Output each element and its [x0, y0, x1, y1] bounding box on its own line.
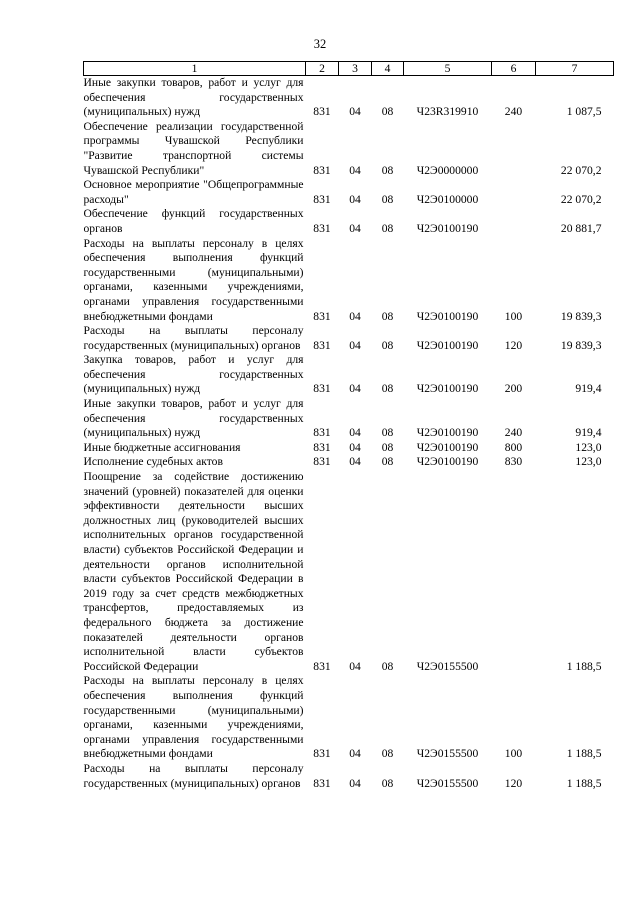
- section-code-cell: 04: [349, 338, 361, 352]
- subsection-code-cell: 08: [381, 192, 394, 206]
- amount-cell: 22 070,2: [560, 163, 602, 177]
- subsection-code-cell: 08: [381, 455, 394, 469]
- section-code-cell: 04: [349, 440, 361, 454]
- ministry-code-cell: 831: [313, 338, 331, 352]
- column-header: 2: [306, 62, 339, 76]
- amount-cell: 19 839,3: [560, 309, 602, 323]
- amount-cell: 19 839,3: [560, 338, 602, 352]
- section-code-cell: 04: [349, 776, 361, 790]
- subsection-code-cell: 08: [381, 440, 394, 454]
- table-row: [84, 441, 614, 456]
- subsection-code-cell: 08: [381, 659, 394, 673]
- expense-type-cell: 240: [504, 105, 523, 119]
- target-article-cell: Ч2Э0100190: [416, 338, 479, 352]
- budget-table: [83, 61, 614, 791]
- expense-type-cell: [492, 470, 536, 674]
- section-code-cell: 04: [349, 426, 361, 440]
- amount-cell: 1 188,5: [566, 776, 602, 790]
- subsection-code-cell: 08: [381, 338, 394, 352]
- row-name-cell: Расходы на выплаты персоналу в целях обеспечения выполнения функций государственными (муниципальными) органами, казенными учреждениями, органами управления государственными внебюджетными фондами: [83, 674, 304, 761]
- row-name-cell: Расходы на выплаты персоналу государственных (муниципальных) органов: [83, 761, 304, 790]
- target-article-cell: Ч2Э0100190: [416, 221, 479, 235]
- amount-cell: 1 188,5: [566, 659, 602, 673]
- amount-cell: 919,4: [575, 382, 602, 396]
- ministry-code-cell: 831: [313, 426, 331, 440]
- column-header: 7: [536, 62, 614, 76]
- row-name-cell: Иные бюджетные ассигнования: [83, 440, 241, 454]
- amount-cell: 123,0: [575, 455, 602, 469]
- expense-type-cell: [492, 120, 536, 178]
- section-code-cell: 04: [349, 221, 361, 235]
- expense-type-cell: 120: [504, 776, 523, 790]
- column-header: 4: [372, 62, 404, 76]
- column-header: 3: [339, 62, 372, 76]
- expense-type-cell: 800: [504, 440, 523, 454]
- row-name-cell: Расходы на выплаты персоналу в целях обеспечения выполнения функций государственными (муниципальными) органами, казенными учреждениями, органами управления государственными внебюджетными фондами: [83, 236, 304, 323]
- expense-type-cell: 100: [504, 309, 523, 323]
- ministry-code-cell: 831: [313, 776, 331, 790]
- row-name-cell: Исполнение судебных актов: [83, 455, 223, 469]
- table-row: [84, 237, 614, 325]
- section-code-cell: 04: [349, 659, 361, 673]
- amount-cell: 1 087,5: [566, 105, 602, 119]
- row-name-cell: Обеспечение реализации государственной программы Чувашской Республики "Развитие транспортной системы Чувашской Республики": [83, 119, 304, 177]
- ministry-code-cell: 831: [313, 192, 331, 206]
- subsection-code-cell: 08: [381, 163, 394, 177]
- section-code-cell: 04: [349, 163, 361, 177]
- target-article-cell: Ч23R319910: [416, 105, 479, 119]
- subsection-code-cell: 08: [381, 776, 394, 790]
- section-code-cell: 04: [349, 309, 361, 323]
- row-name-cell: Поощрение за содействие достижению значений (уровней) показателей для оценки эффективности деятельности высших должностных лиц (руководителей высших исполнительных органов государственной власти) субъектов Российской Федерации и деятельности органов исполнительной власти субъектов Российской Федерации в 2019 году за счет средств межбюджетных трансфертов, предоставляемых из федерального бюджета за достижение показателей деятельности органов исполнительной власти субъектов Российской Федерации: [83, 470, 304, 673]
- column-header: 1: [84, 62, 306, 76]
- expense-type-cell: 200: [504, 382, 523, 396]
- subsection-code-cell: 08: [381, 426, 394, 440]
- expense-type-cell: 120: [504, 338, 523, 352]
- expense-type-cell: [492, 178, 536, 207]
- amount-cell: 123,0: [575, 440, 602, 454]
- expense-type-cell: 830: [504, 455, 523, 469]
- table-row: [84, 674, 614, 762]
- target-article-cell: Ч2Э0100190: [416, 455, 479, 469]
- target-article-cell: Ч2Э0155500: [416, 747, 479, 761]
- amount-cell: 20 881,7: [560, 221, 602, 235]
- table-row: [84, 324, 614, 353]
- table-row: [84, 470, 614, 674]
- section-code-cell: 04: [349, 382, 361, 396]
- table-row: [84, 455, 614, 470]
- expense-type-cell: [492, 207, 536, 236]
- table-row: [84, 76, 614, 120]
- row-name-cell: Основное мероприятие "Общепрограммные расходы": [83, 178, 304, 206]
- section-code-cell: 04: [349, 192, 361, 206]
- amount-cell: 1 188,5: [566, 747, 602, 761]
- expense-type-cell: 240: [504, 426, 523, 440]
- amount-cell: 22 070,2: [560, 192, 602, 206]
- subsection-code-cell: 08: [381, 221, 394, 235]
- ministry-code-cell: 831: [313, 105, 331, 119]
- table-row: [84, 207, 614, 236]
- row-name-cell: Обеспечение функций государственных органов: [83, 207, 304, 235]
- ministry-code-cell: 831: [313, 440, 331, 454]
- header-row: [84, 62, 614, 76]
- table-row: [84, 120, 614, 178]
- section-code-cell: 04: [349, 105, 361, 119]
- target-article-cell: Ч2Э0000000: [416, 163, 479, 177]
- target-article-cell: Ч2Э0100190: [416, 426, 479, 440]
- page-number: 32: [313, 37, 327, 51]
- subsection-code-cell: 08: [381, 747, 394, 761]
- target-article-cell: Ч2Э0100190: [416, 382, 479, 396]
- row-name-cell: Иные закупки товаров, работ и услуг для обеспечения государственных (муниципальных) нужд: [83, 76, 304, 119]
- ministry-code-cell: 831: [313, 309, 331, 323]
- target-article-cell: Ч2Э0155500: [416, 659, 479, 673]
- amount-cell: 919,4: [575, 426, 602, 440]
- section-code-cell: 04: [349, 455, 361, 469]
- ministry-code-cell: 831: [313, 163, 331, 177]
- row-name-cell: Иные закупки товаров, работ и услуг для обеспечения государственных (муниципальных) нужд: [83, 397, 304, 440]
- ministry-code-cell: 831: [313, 747, 331, 761]
- row-name-cell: Расходы на выплаты персоналу государственных (муниципальных) органов: [83, 324, 304, 352]
- section-code-cell: 04: [349, 747, 361, 761]
- row-name-cell: Закупка товаров, работ и услуг для обеспечения государственных (муниципальных) нужд: [83, 353, 304, 396]
- subsection-code-cell: 08: [381, 382, 394, 396]
- table-row: [84, 762, 614, 791]
- table-row: [84, 178, 614, 207]
- ministry-code-cell: 831: [313, 455, 331, 469]
- column-header: 5: [404, 62, 492, 76]
- target-article-cell: Ч2Э0155500: [416, 776, 479, 790]
- subsection-code-cell: 08: [381, 105, 394, 119]
- subsection-code-cell: 08: [381, 309, 394, 323]
- table-body: [84, 76, 614, 792]
- target-article-cell: Ч2Э0100190: [416, 309, 479, 323]
- target-article-cell: Ч2Э0100190: [416, 440, 479, 454]
- expense-type-cell: 100: [504, 747, 523, 761]
- target-article-cell: Ч2Э0100000: [416, 192, 479, 206]
- ministry-code-cell: 831: [313, 659, 331, 673]
- ministry-code-cell: 831: [313, 382, 331, 396]
- column-header: 6: [492, 62, 536, 76]
- ministry-code-cell: 831: [313, 221, 331, 235]
- table-row: [84, 397, 614, 441]
- table-row: [84, 353, 614, 397]
